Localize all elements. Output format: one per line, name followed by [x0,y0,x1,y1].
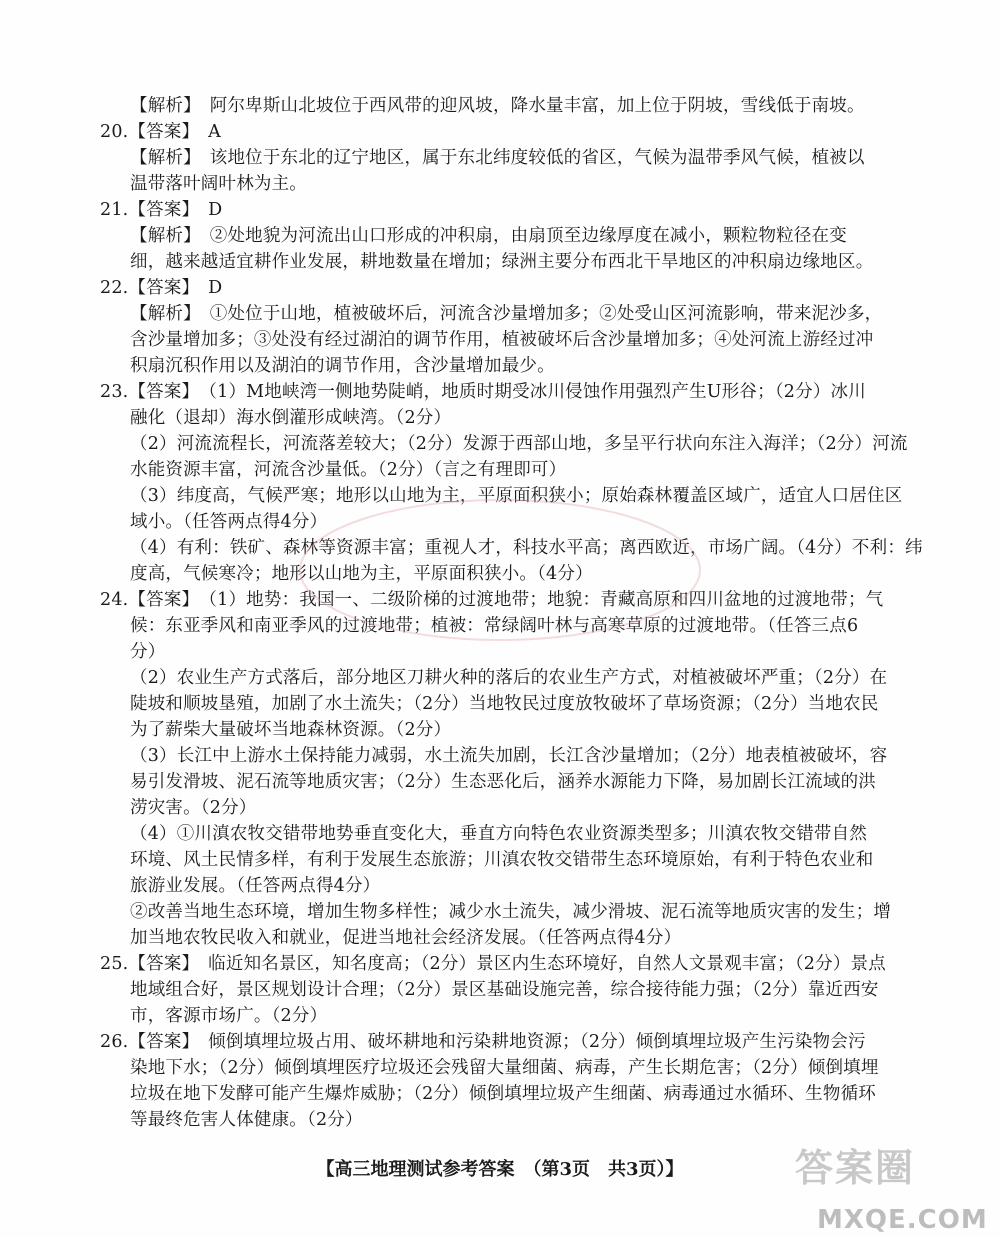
text-line: （4）有利：铁矿、森林等资源丰富；重视人才，科技水平高；离西欧近，市场广阔。（4分）不利：纬 [130,538,923,558]
text-line: 陡坡和顺坡垦殖，加剧了水土流失；（2分）当地牧民过度放牧破坏了草场资源；（2分）当地农民 [130,694,879,714]
text-line: 旅游业发展。（任答两点得4分） [130,876,381,896]
text-line: （3）纬度高，气候严寒；地形以山地为主，平原面积狭小；原始森林覆盖区域广，适宜人口居住区 [130,486,903,506]
text-line: 含沙量增加多；③处没有经过湖泊的调节作用，植被破坏后含沙量增加多；④处河流上游经过冲 [130,330,874,350]
text-line: 22.【答案】 D [100,278,223,298]
text-line: 温带落叶阔叶林为主。 [130,174,307,194]
text-line: 分） [130,642,166,662]
site-logo [795,1135,995,1235]
text-line: 市，客源市场广。（2分） [130,1006,328,1026]
text-line: （4）①川滇农牧交错带地势垂直变化大，垂直方向特色农业资源类型多；川滇农牧交错带自然 [130,824,868,844]
text-line: 20.【答案】 A [100,122,222,142]
text-line: 染地下水；（2分）倾倒填埋医疗垃圾还会残留大量细菌、病毒，产生长期危害；（2分）倾倒填埋 [130,1058,879,1078]
text-line: ②改善当地生态环境，增加生物多样性；减少水土流失，减少滑坡、泥石流等地质灾害的发生；增 [130,902,892,922]
text-line: 为了薪柴大量破坏当地森林资源。（2分） [130,720,452,740]
logo-text-main: 答案圈 [795,1146,916,1190]
text-line: 地域组合好，景区规划设计合理；（2分）景区基础设施完善，综合接待能力强；（2分）靠近西安 [130,980,879,1000]
text-line: 度高，气候寒冷；地形以山地为主，平原面积狭小。（4分） [130,564,593,584]
text-line: 【解析】 该地位于东北的辽宁地区，属于东北纬度较低的省区，气候为温带季风气候，植被以 [130,148,865,168]
text-line: 等最终危害人体健康。（2分） [130,1110,363,1130]
text-line: 24.【答案】 （1）地势：我国一、二级阶梯的过渡地带；地貌：青藏高原和四川盆地的过渡地带；气 [100,590,884,610]
text-line: 【解析】 ②处地貌为河流出山口形成的冲积扇，由扇顶至边缘厚度在减小，颗粒物粒径在变 [130,226,847,246]
text-line: 21.【答案】 D [100,200,223,220]
text-line: 积扇沉积作用以及湖泊的调节作用，含沙量增加最少。 [130,356,555,376]
text-line: 涝灾害。（2分） [130,798,257,818]
text-line: 水能资源丰富，河流含沙量低。（2分）（言之有理即可） [130,460,567,480]
text-line: 【解析】 ①处位于山地，植被破坏后，河流含沙量增加多；②处受山区河流影响，带来泥沙多， [130,304,883,324]
text-line: 26.【答案】 倾倒填埋垃圾占用、破坏耕地和污染耕地资源；（2分）倾倒填埋垃圾产生污染物会污 [100,1032,866,1052]
text-line: 融化（退却）海水倒灌形成峡湾。（2分） [130,408,452,428]
text-line: 候：东亚季风和南亚季风的过渡地带；植被：常绿阔叶林与高寒草原的过渡地带。（任答三点6 [130,616,859,636]
logo-text-url: MXQE.COM [817,1205,988,1235]
text-line: （2）农业生产方式落后，部分地区刀耕火种的落后的农业生产方式，对植被破坏严重；（2分）在 [130,668,888,688]
text-line: 【解析】 阿尔卑斯山北坡位于西风带的迎风坡，降水量丰富，加上位于阴坡，雪线低于南坡。 [130,96,865,116]
text-line: 加当地农牧民收入和就业，促进当地社会经济发展。（任答两点得4分） [130,928,682,948]
text-line: 易引发滑坡、泥石流等地质灾害；（2分）生态恶化后，涵养水源能力下降，易加剧长江流域的洪 [130,772,876,792]
text-line: （3）长江中上游水土保持能力减弱，水土流失加剧，长江含沙量增加；（2分）地表植被破坏，容 [130,746,888,766]
page-footer: 【高三地理测试参考答案 （第3页 共3页）】 [316,1159,684,1180]
text-line: 25.【答案】 临近知名景区，知名度高；（2分）景区内生态环境好，自然人文景观丰富；（2分）景点 [100,954,886,974]
text-line: 环境、风土民情多样，有利于发展生态旅游；川滇农牧交错带生态环境原始，有利于特色农业和 [130,850,874,870]
text-line: 域小。（任答两点得4分） [130,512,328,532]
text-line: 细，越来越适宜耕作业发展，耕地数量在增加；绿洲主要分布西北干旱地区的冲积扇边缘地区。 [130,252,874,272]
text-line: 23.【答案】 （1）M地峡湾一侧地势陡峭，地质时期受冰川侵蚀作用强烈产生U形谷；（2分）冰川 [100,382,866,402]
text-line: （2）河流流程长，河流落差较大；（2分）发源于西部山地，多呈平行状向东注入海洋；（2分）河流 [130,434,908,454]
text-line: 垃圾在地下发酵可能产生爆炸威胁；（2分）倾倒填埋垃圾产生细菌、病毒通过水循环、生物循环 [130,1084,876,1104]
